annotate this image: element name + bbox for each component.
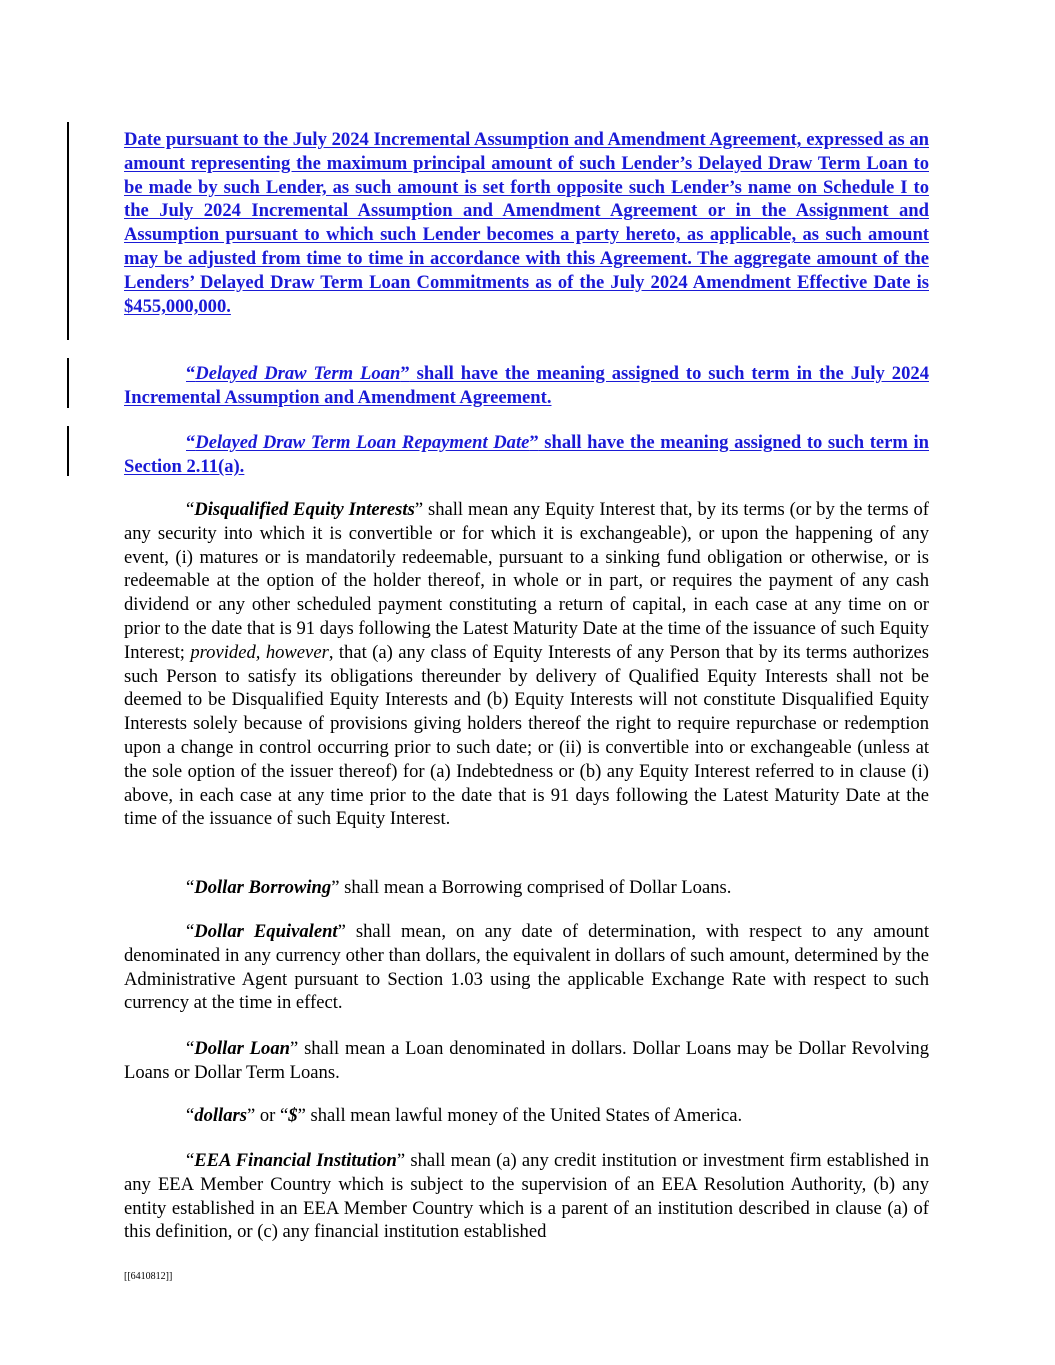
definition-text: shall have the meaning assigned to such term in Section 2.11(a). (124, 432, 930, 477)
definition-delayed-draw-term-loan: “Delayed Draw Term Loan” shall have the meaning assigned to such term in the July 2024 Incremental Assumption and Amendment Agreement. (124, 363, 929, 408)
definition-dollar-loan: “Dollar Loan” shall mean a Loan denominated in dollars. Dollar Loans may be Dollar Revolving Loans or Dollar Term Loans. (124, 1038, 929, 1083)
change-bar (67, 358, 69, 408)
definition-dollars: “dollars” or “$” shall mean lawful money of the United States of America. (186, 1105, 743, 1126)
continuation-paragraph (124, 128, 929, 318)
definition-text: shall mean a Borrowing comprised of Dollar Loans. (339, 877, 732, 898)
defined-term: Delayed Draw Term Loan (195, 363, 401, 384)
definition-disqualified-equity-interests: “Disqualified Equity Interests” shall mean any Equity Interest that, by its terms (or by the terms of any security into which it is convertible or for which it is exchangeable), or upon the happening of any event, (i) matures or is mandatorily redeemable, pursuant to a sinking fund obligation or otherwise, or is redeemable at the option of the holder thereof, in whole or in part, or requires the payment of any cash dividend or any other scheduled payment constituting a return of capital, in each case at any time on or prior to the date that is 91 days following the Latest Maturity Date at the time of the issuance of such Equity Interest; provided, however, that (a) any class of Equity Interests of any Person that by its terms authorizes such Person to satisfy its obligations thereunder by delivery of Qualified Equity Interests shall not be deemed to be Disqualified Equity Interests and (b) Equity Interests will not constitute Disqualified Equity Interests solely because of provisions giving holders thereof the right to require repurchase or redemption upon a change in control occurring prior to such date; or (ii) is convertible into or exchangeable (unless at the sole option of the issuer thereof) for (a) Indebtedness or (b) any Equity Interest referred to in clause (i) above, in each case at any time prior to the date that is 91 days following the Latest Maturity Date at the time of the issuance of such Equity Interest. (124, 499, 930, 830)
defined-term: Dollar Equivalent (194, 921, 338, 942)
defined-term: Delayed Draw Term Loan Repayment Date (195, 432, 530, 453)
change-bar (67, 122, 69, 340)
definition-text: shall mean (a) any credit institution or investment firm established in any EEA Member Country which is subject to the supervision of an EEA Resolution Authority, (b) any entity established in an EEA Member Country which is a parent of an institution described in clause (a) of this definition, or (c) any financial institution established (124, 1150, 929, 1243)
connector-text: or “ (255, 1105, 289, 1126)
definition-text: shall mean a Loan denominated in dollars. Dollar Loans may be Dollar Revolving Loans or Dollar Term Loans. (124, 1038, 929, 1083)
change-bar (67, 426, 69, 476)
definition-dollar-borrowing: “Dollar Borrowing” shall mean a Borrowing comprised of Dollar Loans. (186, 877, 732, 898)
defined-term-symbol: $ (288, 1105, 298, 1126)
definition-text: shall mean, on any date of determination, with respect to any amount denominated in any currency other than dollars, the equivalent in dollars of such amount, determined by the Administrative Agent pursuant to Section 1.03 using the applicable Exchange Rate with respect to such currency at the time in effect. (124, 921, 929, 1014)
defined-term: Dollar Borrowing (194, 877, 332, 898)
defined-term: Disqualified Equity Interests (194, 499, 415, 520)
definition-text: shall mean any Equity Interest that, by its terms (or by the terms of any security into which it is convertible or for which it is exchangeable), or upon the happening of any event, (i) matures or is mandatorily redeemable, pursuant to a sinking fund obligation or otherwise, or is redeemable at the option of the holder thereof, in whole or in part, or requires the payment of any cash dividend or any other scheduled payment constituting a return of capital, in each case at any time on or prior to the date that is 91 days following the Latest Maturity Date at the time of the issuance of such Equity Interest; (124, 499, 930, 663)
definition-delayed-draw-term-loan-repayment-date: “Delayed Draw Term Loan Repayment Date” shall have the meaning assigned to such term in Section 2.11(a). (124, 432, 930, 477)
defined-term: Dollar Loan (194, 1038, 290, 1059)
document-footer-id: [[6410812]] (124, 1271, 173, 1282)
definition-eea-financial-institution: “EEA Financial Institution” shall mean (a) any credit institution or investment firm established in any EEA Member Country which is subject to the supervision of an EEA Resolution Authority, (b) any entity established in an EEA Member Country which is a parent of an institution described in clause (a) of this definition, or (c) any financial institution established (124, 1150, 929, 1243)
continuation-text: Date pursuant to the July 2024 Incremental Assumption and Amendment Agreement, expressed as an amount representing the maximum principal amount of such Lender’s Delayed Draw Term Loan to be made by such Lender, as such amount is set forth opposite such Lender’s name on Schedule I to the July 2024 Incremental Assumption and Amendment Agreement or in the Assignment and Assumption pursuant to which such Lender becomes a party hereto, as applicable, as such amount may be adjusted from time to time in accordance with this Agreement. The aggregate amount of the Lenders’ Delayed Draw Term Loan Commitments as of the July 2024 Amendment Effective Date is $455,000,000. (124, 129, 929, 317)
definition-text: , that (a) any class of Equity Interests of any Person that by its terms authorizes such Person to satisfy its obligations thereunder by delivery of Qualified Equity Interests shall not be deemed to be Disqualified Equity Interests and (b) Equity Interests will not constitute Disqualified Equity Interests solely because of provisions giving holders thereof the right to require repurchase or redemption upon a change in control occurring prior to such date; or (ii) is convertible into or exchangeable (unless at the sole option of the issuer thereof) for (a) Indebtedness or (b) any Equity Interest referred to in clause (i) above, in each case at any time prior to the date that is 91 days following the Latest Maturity Date at the time of the issuance of such Equity Interest. (124, 641, 929, 830)
proviso-phrase: provided, however (190, 641, 329, 663)
defined-term: dollars (194, 1105, 247, 1126)
definition-dollar-equivalent: “Dollar Equivalent” shall mean, on any date of determination, with respect to any amount denominated in any currency other than dollars, the equivalent in dollars of such amount, determined by the Administrative Agent pursuant to Section 1.03 using the applicable Exchange Rate with respect to such currency at the time in effect. (124, 921, 929, 1014)
definition-text: shall have the meaning assigned to such term in the July 2024 Incremental Assumption and Amendment Agreement. (124, 363, 929, 408)
defined-term: EEA Financial Institution (194, 1150, 397, 1171)
definition-text: shall mean lawful money of the United States of America. (305, 1105, 743, 1126)
